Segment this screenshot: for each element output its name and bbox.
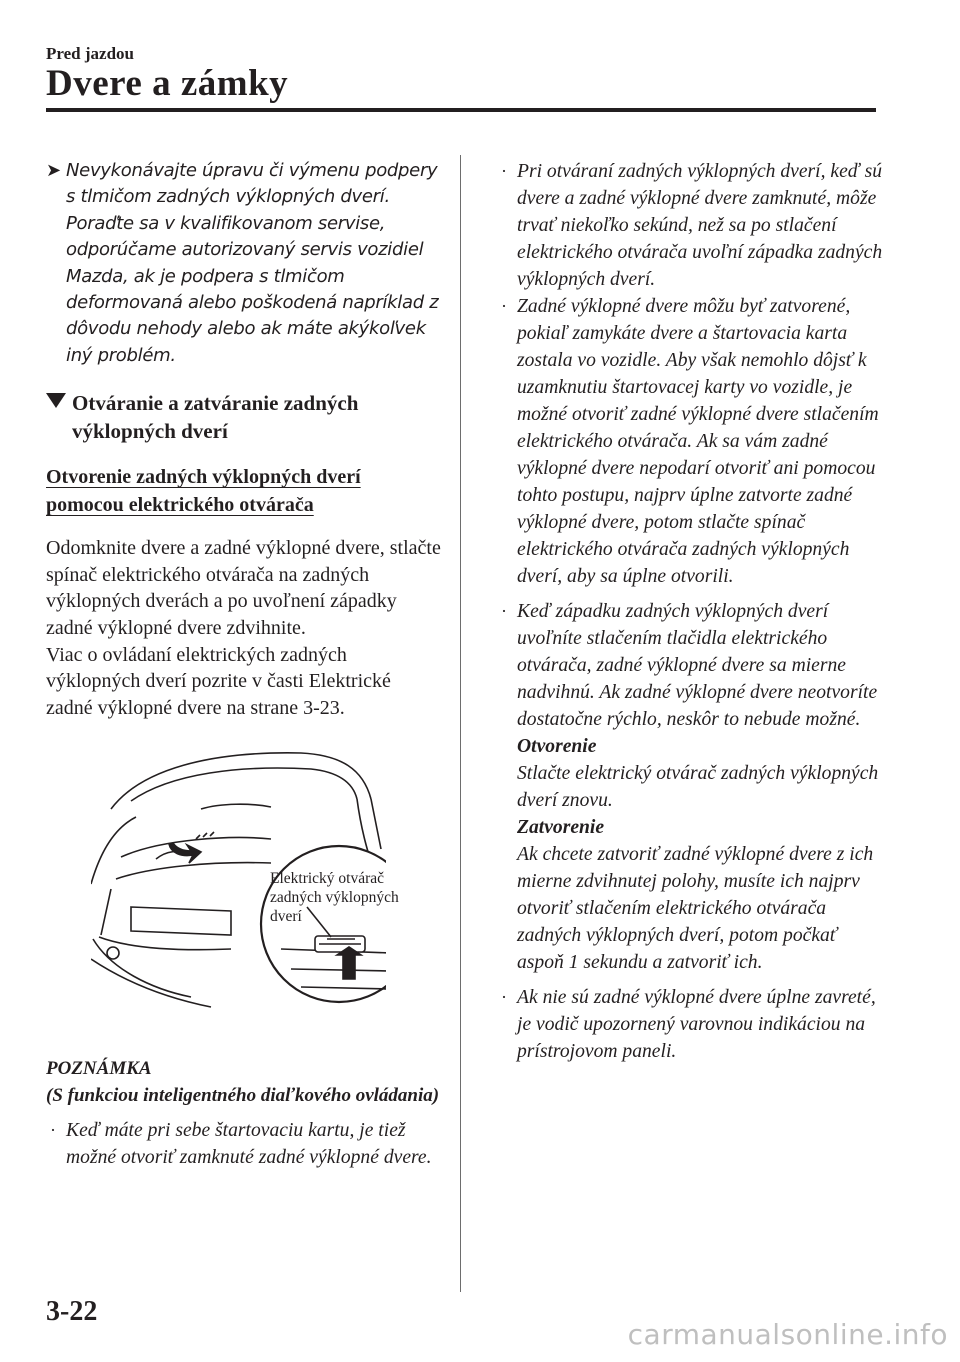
list-item [497, 158, 887, 293]
section-label: Pred jazdou [46, 44, 134, 63]
open-text: Stlačte elektrický otvárač zadných výklopných dverí znovu. [517, 763, 879, 811]
warning-block [46, 158, 441, 369]
list-item [46, 1117, 441, 1171]
right-column [497, 158, 887, 1065]
bullet-dot-icon: · [501, 987, 507, 1007]
bullet-text: Ak nie sú zadné výklopné dvere úplne zavreté, je vodič upozornený varovnou indikáciou na prístrojovom paneli. [517, 987, 876, 1062]
figure-caption: Elektrický otvárač zadných výklopných dverí [270, 870, 399, 926]
bullet-dot-icon: · [501, 601, 507, 621]
bullet-dot-icon: · [501, 296, 507, 316]
close-text: Ak chcete zatvoriť zadné výklopné dvere z ich mierne zdvihnutej polohy, musíte ich najprv otvoriť stlačením elektrického otvárača zadných výklopných dverí, potom počkať aspoň 1 sekundu a zatvoriť ich. [517, 844, 874, 973]
bullet-dot-icon: · [50, 1120, 56, 1141]
note-title: POZNÁMKA (S funkciou inteligentného diaľkového ovládania) [46, 1058, 440, 1107]
bullet-text: Keď máte pri sebe štartovaciu kartu, je tiež možné otvoriť zamknuté zadné výklopné dvere. [66, 1120, 432, 1169]
topic-title [46, 463, 441, 519]
list-item [497, 984, 887, 1065]
tailgate-figure [91, 739, 399, 1035]
subheading-text: Otváranie a zatváranie zadných výklopných dverí [72, 391, 359, 444]
left-column [46, 158, 441, 1171]
open-label: Otvorenie [517, 736, 597, 757]
page-number: 3-22 [46, 1296, 98, 1327]
topic-title-text: Otvorenie zadných výklopných dverí pomocou elektrického otvárača [46, 466, 361, 517]
bullet-text: Zadné výklopné dvere môžu byť zatvorené, pokiaľ zamykáte dvere a štartovacia karta zostala vo vozidle. Aby však nemohlo dôjsť k uzamknutiu štartovacej karty vo vozidle, je možné otvoriť zadné výklopné dvere stlačením elektrického otvárača. Ak sa vám zadné výklopné dvere nepodarí otvoriť ani pomocou tohto postupu, najprv úplne zatvorte zadné výklopné dvere, potom stlačte spínač elektrického otvárača zadných výklopných dverí, aby sa úplne otvorili. [517, 296, 879, 587]
column-divider [460, 155, 461, 1292]
body-paragraph: Odomknite dvere a zadné výklopné dvere, stlačte spínač elektrického otvárača na zadných výklopných dverách a po uvoľnení západky zadné výklopné dvere zdvihnite. Viac o ovládaní elektrických zadných výklopných dverí pozrite v časti Elektrické zadné výklopné dvere na strane 3-23. [46, 537, 441, 719]
close-label: Zatvorenie [517, 817, 605, 838]
watermark: carmanualsonline.info [627, 1318, 948, 1351]
list-item [497, 293, 887, 590]
warning-text: Nevykonávajte úpravu či výmenu podpery s tlmičom zadných výklopných dverí. Poraďte sa v kvalifikovanom servise, odporúčame autorizovaný servis vozidiel Mazda, ak je podpera s tlmičom deformovaná alebo poškodená napríklad z dôvodu nehody alebo ak máte akýkoľvek iný problém. [66, 160, 439, 366]
warning-arrow-icon: ➤ [46, 160, 61, 181]
bullet-text: Keď západku zadných výklopných dverí uvoľníte stlačením tlačidla elektrického otvárača, zadné výklopné dvere sa mierne nadvihnú. Ak zadné výklopné dvere neotvoríte dostatočne rýchlo, neskôr to nebude možné. [517, 601, 878, 730]
bullet-text: Pri otváraní zadných výklopných dverí, keď sú dvere a zadné výklopné dvere zamknuté, môže trvať niekoľko sekúnd, než sa po stlačení elektrického otvárača uvoľní západka zadných výklopných dverí. [517, 161, 883, 290]
triangle-down-icon [46, 393, 66, 408]
header-rule [46, 108, 876, 112]
chapter-title: Dvere a zámky [46, 63, 289, 104]
list-item [497, 598, 887, 976]
subheading [46, 389, 441, 445]
bullet-dot-icon: · [501, 161, 507, 181]
